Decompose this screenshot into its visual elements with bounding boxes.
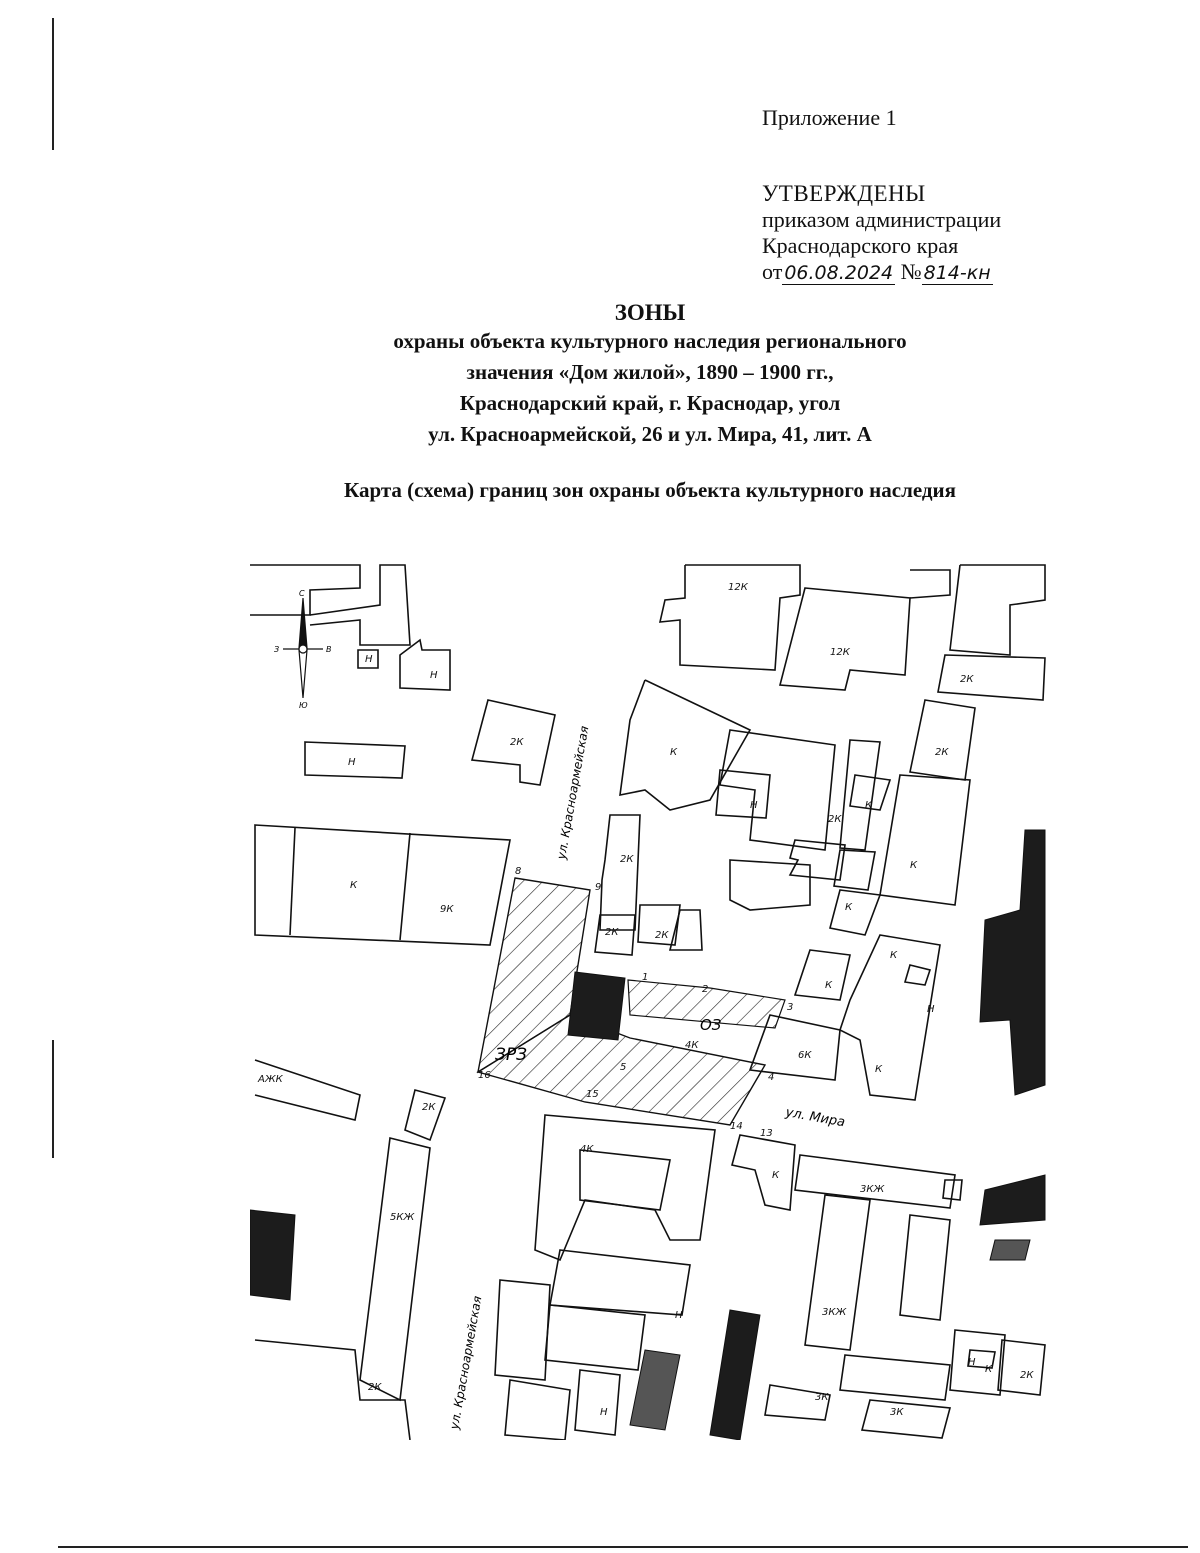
title-zones: ЗОНЫ <box>614 300 686 325</box>
building-outline <box>998 1340 1045 1395</box>
building-outline <box>910 570 950 598</box>
building-label: 3КЖ <box>822 1307 847 1318</box>
building-outline <box>905 965 930 985</box>
document-title <box>200 300 1100 450</box>
building-label: 2К <box>1020 1370 1034 1381</box>
building-label: 2К <box>828 814 842 825</box>
point-number: 2 <box>702 984 709 995</box>
building-outline <box>840 740 880 850</box>
order-date-number <box>762 259 1102 286</box>
street-label: ул. Мира <box>784 1105 847 1131</box>
page-bottom-rule <box>58 1546 1188 1548</box>
building-label: 2К <box>605 927 619 938</box>
building-outline <box>250 565 360 615</box>
point-number: 8 <box>515 866 522 877</box>
building-label: К <box>845 902 853 913</box>
building-label: АЖК <box>258 1074 283 1085</box>
building-outline <box>660 565 800 670</box>
number-prefix: № <box>900 259 922 284</box>
building-outline <box>495 1280 550 1380</box>
building-label: 9К <box>440 904 454 915</box>
number-value: 814-кн <box>923 262 991 284</box>
building-label: К <box>875 1064 883 1075</box>
map-caption: Карта (схема) границ зон охраны объекта культурного наследия <box>344 478 956 502</box>
scan-edge-line-bottom <box>52 1040 54 1158</box>
building-label: 2К <box>960 674 974 685</box>
building-outline <box>840 1355 950 1400</box>
compass-south: Ю <box>299 701 308 710</box>
building-label: Н <box>348 757 356 768</box>
building-label: 2К <box>620 854 634 865</box>
zone-label-oz: ОЗ <box>700 1016 722 1034</box>
building-label: 2К <box>935 747 949 758</box>
dark-building <box>990 1240 1030 1260</box>
title-line-1: охраны объекта культурного наследия регионального <box>393 329 907 353</box>
building-label: 4К <box>580 1144 594 1155</box>
date-value: 06.08.2024 <box>784 262 894 284</box>
street-label: ул. Красноармейская <box>554 724 592 861</box>
title-line-3: Краснодарский край, г. Краснодар, угол <box>459 391 841 415</box>
building-label: К <box>772 1170 780 1181</box>
building-label: 2К <box>510 737 524 748</box>
dark-building <box>710 1310 760 1440</box>
building-outline <box>405 1090 445 1140</box>
building-outline <box>880 775 970 905</box>
building-outline <box>600 815 640 930</box>
building-label: 12К <box>830 647 850 658</box>
dark-building <box>980 1175 1045 1225</box>
building-outline <box>830 890 880 935</box>
zone-label-zrz: ЗРЗ <box>495 1045 528 1065</box>
scan-edge-line-top <box>52 18 54 150</box>
point-number: 9 <box>595 882 602 893</box>
building-label: 4К <box>685 1040 699 1051</box>
building-label: Н <box>927 1004 935 1015</box>
building-outline <box>400 640 450 690</box>
building-outline <box>795 950 850 1000</box>
building-outline <box>716 770 770 818</box>
building-outline <box>575 1370 620 1435</box>
building-label: Н <box>365 654 373 665</box>
building-label: К <box>865 800 873 811</box>
building-label: К <box>910 860 918 871</box>
building-label: Н <box>750 800 758 811</box>
compass-north: С <box>299 589 305 598</box>
building-outline <box>780 588 910 690</box>
building-outline <box>732 1135 795 1210</box>
building-label: Н <box>430 670 438 681</box>
building-label: 12К <box>728 582 748 593</box>
approved-heading: УТВЕРЖДЕНЫ <box>762 181 926 206</box>
building-label: 3КЖ <box>860 1184 885 1195</box>
building-label: Н <box>600 1407 608 1418</box>
point-number: 16 <box>478 1070 491 1081</box>
zone-boundary-map <box>250 560 1050 1440</box>
building-outline <box>550 1250 690 1315</box>
building-outline <box>834 850 875 890</box>
building-outline <box>545 1305 645 1370</box>
building-outline <box>950 1330 1005 1395</box>
building-label: 2К <box>655 930 669 941</box>
building-label: Н <box>968 1357 976 1368</box>
street-label: ул. Красноармейская <box>447 1294 485 1431</box>
dark-building <box>630 1350 680 1430</box>
building-outline <box>900 1215 950 1320</box>
point-number: 4 <box>768 1072 775 1083</box>
point-number: 1 <box>642 972 649 983</box>
building-outline <box>720 730 835 850</box>
building-outline <box>255 1060 360 1120</box>
point-number: 5 <box>620 1062 627 1073</box>
building-outline <box>862 1400 950 1438</box>
compass-rose <box>283 598 323 698</box>
title-line-2: значения «Дом жилой», 1890 – 1900 гг., <box>466 360 834 384</box>
approval-block <box>762 105 1102 286</box>
building-label: 2К <box>422 1102 436 1113</box>
building-outline <box>620 680 750 810</box>
heritage-object <box>568 972 625 1040</box>
building-outline <box>805 1195 870 1350</box>
compass-west: З <box>274 645 280 654</box>
building-outline <box>255 1340 410 1440</box>
building-label: 6К <box>798 1050 812 1061</box>
point-number: 14 <box>730 1121 743 1132</box>
building-label: 5КЖ <box>390 1212 415 1223</box>
point-number: 15 <box>586 1089 599 1100</box>
building-label: К <box>825 980 833 991</box>
dark-building <box>980 830 1045 1095</box>
building-label: К <box>670 747 678 758</box>
building-label: Н <box>675 1310 683 1321</box>
building-outline <box>730 860 810 910</box>
building-label: 2К <box>368 1382 382 1393</box>
date-prefix: от <box>762 259 783 284</box>
building-outline <box>580 1150 670 1210</box>
point-number: 3 <box>787 1002 794 1013</box>
building-label: К <box>350 880 358 891</box>
building-outline <box>795 1155 955 1208</box>
building-label: К <box>890 950 898 961</box>
building-outline <box>535 1115 715 1260</box>
building-outline <box>255 825 510 945</box>
approved-by-line2: Краснодарского края <box>762 233 959 258</box>
building-outline <box>360 1138 430 1400</box>
appendix-label: Приложение 1 <box>762 105 897 130</box>
building-outline <box>938 655 1045 700</box>
building-outline <box>910 700 975 780</box>
approved-by-line1: приказом администрации <box>762 207 1002 232</box>
dark-building <box>250 1210 295 1300</box>
building-label: К <box>985 1364 993 1375</box>
building-outline <box>505 1380 570 1440</box>
building-outline <box>950 565 1045 655</box>
building-label: 3К <box>815 1392 829 1403</box>
compass-east: В <box>326 645 332 654</box>
point-number: 13 <box>760 1128 773 1139</box>
title-line-4: ул. Красноармейской, 26 и ул. Мира, 41, лит. А <box>428 422 872 446</box>
building-label: 3К <box>890 1407 904 1418</box>
